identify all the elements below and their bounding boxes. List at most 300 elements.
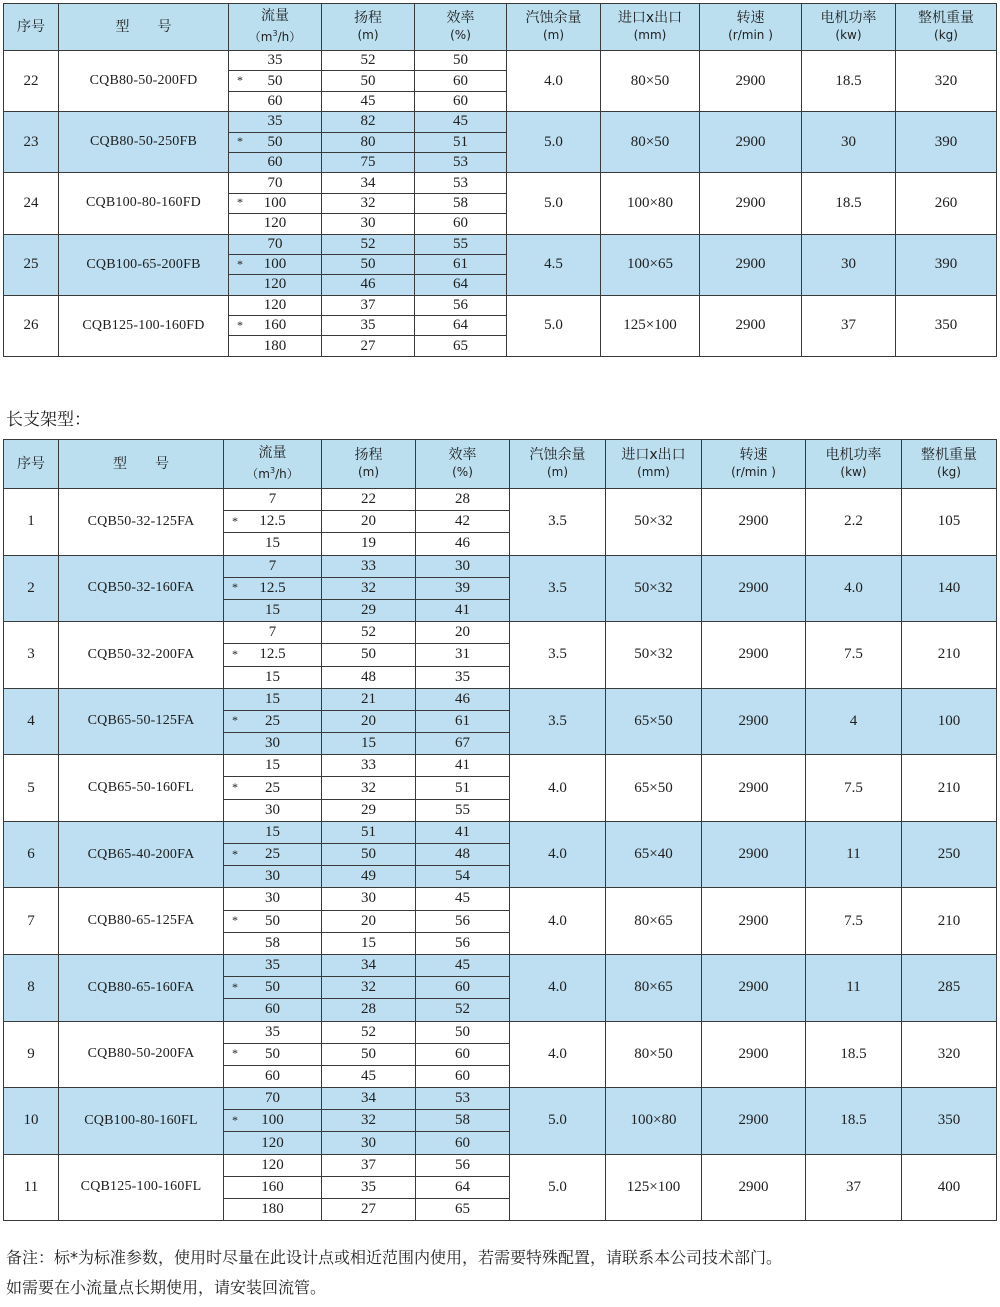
- cell-flow: * 25: [224, 777, 322, 799]
- cell-eff: 64: [415, 275, 507, 295]
- cell-port: 65×50: [606, 688, 702, 755]
- cell-eff: 35: [416, 666, 510, 688]
- cell-head: 32: [322, 977, 416, 999]
- standard-point-mark: *: [232, 1046, 238, 1061]
- cell-flow: * 12.5: [224, 511, 322, 533]
- cell-flow: 120: [224, 1154, 322, 1176]
- cell-eff: 53: [415, 173, 507, 193]
- cell-model: CQB65-40-200FA: [59, 821, 224, 888]
- cell-weight: 140: [902, 555, 997, 622]
- cell-speed: 2900: [702, 555, 806, 622]
- cell-head: 80: [322, 132, 415, 152]
- cell-flow: 7: [224, 489, 322, 511]
- cell-npsh: 4.0: [510, 821, 606, 888]
- cell-npsh: 3.5: [510, 489, 606, 556]
- table-row: [4, 821, 997, 843]
- cell-head: 75: [322, 152, 415, 172]
- cell-flow: 70: [229, 234, 322, 254]
- cell-flow: 15: [224, 533, 322, 555]
- cell-flow: * 100: [229, 193, 322, 213]
- cell-model: CQB100-80-160FL: [59, 1088, 224, 1155]
- cell-no: 1: [4, 489, 59, 556]
- cell-eff: 28: [416, 489, 510, 511]
- cell-head: 20: [322, 511, 416, 533]
- cell-no: 8: [4, 954, 59, 1021]
- cell-npsh: 4.0: [510, 888, 606, 955]
- cell-weight: 210: [902, 622, 997, 689]
- standard-point-mark: *: [232, 780, 238, 795]
- cell-speed: 2900: [702, 1154, 806, 1221]
- table-row: [4, 112, 997, 132]
- cell-power: 7.5: [806, 755, 902, 822]
- cell-weight: 400: [902, 1154, 997, 1221]
- cell-eff: 58: [415, 193, 507, 213]
- cell-head: 37: [322, 1154, 416, 1176]
- cell-flow: * 100: [224, 1110, 322, 1132]
- cell-eff: 61: [415, 254, 507, 274]
- cell-head: 37: [322, 295, 415, 315]
- cell-eff: 45: [415, 112, 507, 132]
- header-power: 电机功率 (kw): [802, 4, 896, 51]
- cell-flow: * 12.5: [224, 644, 322, 666]
- cell-speed: 2900: [702, 954, 806, 1021]
- header-speed: 转速 (r/min ): [702, 440, 806, 489]
- cell-model: CQB80-65-160FA: [59, 954, 224, 1021]
- spec-table-2: [3, 439, 997, 1221]
- cell-head: 34: [322, 173, 415, 193]
- cell-eff: 39: [416, 577, 510, 599]
- cell-head: 50: [322, 254, 415, 274]
- header-model: 型 号: [59, 4, 229, 51]
- cell-head: 15: [322, 932, 416, 954]
- cell-port: 80×50: [601, 51, 700, 112]
- standard-point-mark: *: [232, 979, 238, 994]
- cell-head: 50: [322, 844, 416, 866]
- cell-flow: 30: [224, 866, 322, 888]
- cell-head: 27: [322, 1199, 416, 1221]
- cell-head: 27: [322, 336, 415, 356]
- cell-power: 7.5: [806, 622, 902, 689]
- cell-no: 3: [4, 622, 59, 689]
- cell-eff: 20: [416, 622, 510, 644]
- table-row: [4, 1021, 997, 1043]
- header-eff: 效率 (%): [415, 4, 507, 51]
- cell-no: 22: [4, 51, 59, 112]
- cell-npsh: 4.0: [510, 954, 606, 1021]
- standard-point-mark: *: [237, 134, 243, 149]
- cell-eff: 41: [416, 821, 510, 843]
- cell-eff: 65: [415, 336, 507, 356]
- cell-head: 30: [322, 214, 415, 234]
- header-no: 序号: [4, 4, 59, 51]
- cell-head: 82: [322, 112, 415, 132]
- cell-npsh: 3.5: [510, 622, 606, 689]
- cell-head: 33: [322, 755, 416, 777]
- cell-head: 49: [322, 866, 416, 888]
- cell-speed: 2900: [700, 295, 802, 356]
- cell-flow: 160: [224, 1176, 322, 1198]
- cell-eff: 55: [415, 234, 507, 254]
- cell-head: 33: [322, 555, 416, 577]
- cell-power: 30: [802, 112, 896, 173]
- cell-flow: 60: [229, 91, 322, 111]
- cell-flow: 15: [224, 599, 322, 621]
- header-weight: 整机重量 (kg): [902, 440, 997, 489]
- cell-npsh: 4.0: [510, 1021, 606, 1088]
- cell-weight: 350: [896, 295, 997, 356]
- table-header-row: [4, 4, 997, 51]
- cell-weight: 250: [902, 821, 997, 888]
- cell-head: 52: [322, 622, 416, 644]
- standard-point-mark: *: [232, 713, 238, 728]
- cell-flow: * 50: [229, 71, 322, 91]
- cell-head: 50: [322, 1043, 416, 1065]
- cell-eff: 61: [416, 710, 510, 732]
- note-line-1: 备注：标*为标准参数，使用时尽量在此设计点或相近范围内使用，若需要特殊配置，请联系本公司技术部门。: [6, 1248, 783, 1267]
- cell-port: 50×32: [606, 555, 702, 622]
- cell-eff: 60: [416, 1043, 510, 1065]
- cell-power: 30: [802, 234, 896, 295]
- cell-flow: * 50: [224, 910, 322, 932]
- cell-head: 34: [322, 954, 416, 976]
- cell-head: 45: [322, 91, 415, 111]
- cell-flow: 70: [224, 1088, 322, 1110]
- cell-eff: 53: [416, 1088, 510, 1110]
- cell-head: 15: [322, 733, 416, 755]
- cell-no: 5: [4, 755, 59, 822]
- cell-flow: * 50: [224, 1043, 322, 1065]
- cell-power: 2.2: [806, 489, 902, 556]
- cell-no: 11: [4, 1154, 59, 1221]
- cell-flow: 120: [229, 214, 322, 234]
- cell-head: 32: [322, 777, 416, 799]
- table-row: [4, 888, 997, 910]
- cell-power: 37: [806, 1154, 902, 1221]
- header-flow: 流量 $(m^3/h)$: [224, 440, 322, 489]
- cell-head: 52: [322, 51, 415, 71]
- table-row: [4, 51, 997, 71]
- cell-speed: 2900: [702, 821, 806, 888]
- cell-port: 80×65: [606, 888, 702, 955]
- cell-eff: 48: [416, 844, 510, 866]
- cell-npsh: 5.0: [507, 173, 601, 234]
- table-row: [4, 954, 997, 976]
- cell-eff: 50: [416, 1021, 510, 1043]
- cell-npsh: 5.0: [507, 112, 601, 173]
- table-row: [4, 755, 997, 777]
- cell-no: 26: [4, 295, 59, 356]
- cell-flow: * 50: [229, 132, 322, 152]
- cell-head: 52: [322, 234, 415, 254]
- cell-eff: 56: [416, 932, 510, 954]
- cell-flow: * 50: [224, 977, 322, 999]
- cell-head: 35: [322, 316, 415, 336]
- cell-speed: 2900: [702, 622, 806, 689]
- cell-head: 20: [322, 710, 416, 732]
- cell-flow: 15: [224, 666, 322, 688]
- cell-no: 25: [4, 234, 59, 295]
- cell-eff: 52: [416, 999, 510, 1021]
- cell-power: 11: [806, 954, 902, 1021]
- cell-port: 50×32: [606, 489, 702, 556]
- cell-no: 6: [4, 821, 59, 888]
- cell-power: 4: [806, 688, 902, 755]
- cell-model: CQB100-65-200FB: [59, 234, 229, 295]
- cell-eff: 50: [415, 51, 507, 71]
- cell-model: CQB80-50-250FB: [59, 112, 229, 173]
- cell-power: 11: [806, 821, 902, 888]
- table-row: [4, 1088, 997, 1110]
- cell-weight: 320: [896, 51, 997, 112]
- cell-eff: 56: [416, 910, 510, 932]
- header-head: 扬程 (m): [322, 4, 415, 51]
- header-power: 电机功率 (kw): [806, 440, 902, 489]
- table-row: [4, 489, 997, 511]
- cell-power: 7.5: [806, 888, 902, 955]
- standard-point-mark: *: [237, 256, 243, 271]
- cell-flow: 35: [224, 1021, 322, 1043]
- standard-point-mark: *: [232, 647, 238, 662]
- cell-eff: 51: [416, 777, 510, 799]
- cell-flow: * 160: [229, 316, 322, 336]
- cell-port: 100×65: [601, 234, 700, 295]
- table-row: [4, 688, 997, 710]
- cell-head: 29: [322, 599, 416, 621]
- cell-flow: 30: [224, 888, 322, 910]
- cell-port: 50×32: [606, 622, 702, 689]
- cell-flow: 15: [224, 688, 322, 710]
- cell-head: 51: [322, 821, 416, 843]
- header-model: 型 号: [59, 440, 224, 489]
- cell-model: CQB50-32-125FA: [59, 489, 224, 556]
- cell-flow: * 100: [229, 254, 322, 274]
- header-no: 序号: [4, 440, 59, 489]
- cell-model: CQB80-50-200FD: [59, 51, 229, 112]
- cell-speed: 2900: [700, 173, 802, 234]
- header-port: 进口x出口 (mm): [601, 4, 700, 51]
- cell-head: 32: [322, 577, 416, 599]
- cell-power: 18.5: [802, 173, 896, 234]
- cell-flow: 60: [229, 152, 322, 172]
- cell-weight: 210: [902, 755, 997, 822]
- cell-head: 32: [322, 1110, 416, 1132]
- cell-model: CQB65-50-160FL: [59, 755, 224, 822]
- cell-weight: 350: [902, 1088, 997, 1155]
- cell-flow: 120: [224, 1132, 322, 1154]
- cell-npsh: 5.0: [510, 1154, 606, 1221]
- cell-npsh: 4.0: [507, 51, 601, 112]
- cell-weight: 100: [902, 688, 997, 755]
- cell-power: 37: [802, 295, 896, 356]
- cell-flow: * 12.5: [224, 577, 322, 599]
- cell-eff: 30: [416, 555, 510, 577]
- cell-flow: 60: [224, 999, 322, 1021]
- table-header-row: [4, 440, 997, 489]
- cell-port: 80×50: [601, 112, 700, 173]
- cell-flow: 7: [224, 555, 322, 577]
- cell-power: 18.5: [802, 51, 896, 112]
- cell-speed: 2900: [702, 489, 806, 556]
- cell-eff: 41: [416, 755, 510, 777]
- standard-point-mark: *: [232, 580, 238, 595]
- standard-point-mark: *: [237, 317, 243, 332]
- notes: [6, 1243, 996, 1303]
- standard-point-mark: *: [232, 513, 238, 528]
- header-npsh: 汽蚀余量 (m): [507, 4, 601, 51]
- spec-table-1: [3, 3, 997, 357]
- cell-port: 100×80: [606, 1088, 702, 1155]
- standard-point-mark: *: [237, 73, 243, 88]
- cell-head: 50: [322, 644, 416, 666]
- cell-flow: * 25: [224, 844, 322, 866]
- cell-no: 7: [4, 888, 59, 955]
- cell-power: 4.0: [806, 555, 902, 622]
- cell-eff: 60: [416, 977, 510, 999]
- cell-eff: 60: [415, 91, 507, 111]
- cell-no: 10: [4, 1088, 59, 1155]
- cell-flow: 35: [224, 954, 322, 976]
- cell-flow: 180: [229, 336, 322, 356]
- cell-model: CQB80-50-200FA: [59, 1021, 224, 1088]
- cell-no: 23: [4, 112, 59, 173]
- cell-weight: 105: [902, 489, 997, 556]
- cell-eff: 58: [416, 1110, 510, 1132]
- cell-head: 20: [322, 910, 416, 932]
- cell-flow: 15: [224, 821, 322, 843]
- cell-head: 45: [322, 1065, 416, 1087]
- cell-flow: 35: [229, 51, 322, 71]
- cell-model: CQB65-50-125FA: [59, 688, 224, 755]
- cell-npsh: 4.5: [507, 234, 601, 295]
- cell-head: 28: [322, 999, 416, 1021]
- cell-head: 19: [322, 533, 416, 555]
- cell-model: CQB100-80-160FD: [59, 173, 229, 234]
- cell-eff: 45: [416, 888, 510, 910]
- cell-eff: 53: [415, 152, 507, 172]
- cell-head: 52: [322, 1021, 416, 1043]
- cell-port: 125×100: [601, 295, 700, 356]
- table-row: [4, 1154, 997, 1176]
- cell-flow: 15: [224, 755, 322, 777]
- cell-speed: 2900: [700, 51, 802, 112]
- cell-head: 50: [322, 71, 415, 91]
- cell-port: 80×65: [606, 954, 702, 1021]
- table-row: [4, 295, 997, 315]
- cell-flow: 120: [229, 295, 322, 315]
- cell-flow: 70: [229, 173, 322, 193]
- cell-eff: 31: [416, 644, 510, 666]
- cell-eff: 54: [416, 866, 510, 888]
- cell-npsh: 5.0: [510, 1088, 606, 1155]
- cell-port: 100×80: [601, 173, 700, 234]
- cell-port: 65×50: [606, 755, 702, 822]
- cell-weight: 285: [902, 954, 997, 1021]
- cell-eff: 45: [416, 954, 510, 976]
- cell-head: 34: [322, 1088, 416, 1110]
- cell-no: 2: [4, 555, 59, 622]
- header-head: 扬程 (m): [322, 440, 416, 489]
- cell-eff: 60: [415, 71, 507, 91]
- cell-flow: * 25: [224, 710, 322, 732]
- cell-model: CQB125-100-160FL: [59, 1154, 224, 1221]
- cell-model: CQB50-32-200FA: [59, 622, 224, 689]
- cell-no: 4: [4, 688, 59, 755]
- cell-flow: 30: [224, 733, 322, 755]
- cell-head: 48: [322, 666, 416, 688]
- header-speed: 转速 (r/min ): [700, 4, 802, 51]
- cell-model: CQB80-65-125FA: [59, 888, 224, 955]
- cell-head: 21: [322, 688, 416, 710]
- header-flow: 流量 $(m^3/h)$: [229, 4, 322, 51]
- table-row: [4, 622, 997, 644]
- cell-port: 80×50: [606, 1021, 702, 1088]
- header-weight: 整机重量 (kg): [896, 4, 997, 51]
- cell-eff: 56: [415, 295, 507, 315]
- table-row: [4, 234, 997, 254]
- table-row: [4, 555, 997, 577]
- cell-flow: 35: [229, 112, 322, 132]
- cell-eff: 56: [416, 1154, 510, 1176]
- cell-flow: 58: [224, 932, 322, 954]
- cell-weight: 210: [902, 888, 997, 955]
- standard-point-mark: *: [232, 1113, 238, 1128]
- cell-speed: 2900: [702, 1021, 806, 1088]
- cell-eff: 41: [416, 599, 510, 621]
- cell-npsh: 3.5: [510, 688, 606, 755]
- cell-eff: 64: [415, 316, 507, 336]
- standard-point-mark: *: [237, 195, 243, 210]
- cell-eff: 51: [415, 132, 507, 152]
- cell-speed: 2900: [702, 1088, 806, 1155]
- cell-speed: 2900: [702, 888, 806, 955]
- cell-model: CQB50-32-160FA: [59, 555, 224, 622]
- cell-speed: 2900: [702, 755, 806, 822]
- cell-no: 24: [4, 173, 59, 234]
- standard-point-mark: *: [232, 913, 238, 928]
- cell-power: 18.5: [806, 1088, 902, 1155]
- cell-port: 65×40: [606, 821, 702, 888]
- cell-port: 125×100: [606, 1154, 702, 1221]
- cell-weight: 320: [902, 1021, 997, 1088]
- cell-head: 46: [322, 275, 415, 295]
- cell-eff: 64: [416, 1176, 510, 1198]
- cell-head: 30: [322, 1132, 416, 1154]
- cell-flow: 30: [224, 799, 322, 821]
- cell-head: 30: [322, 888, 416, 910]
- cell-power: 18.5: [806, 1021, 902, 1088]
- cell-model: CQB125-100-160FD: [59, 295, 229, 356]
- cell-weight: 390: [896, 112, 997, 173]
- cell-head: 29: [322, 799, 416, 821]
- cell-weight: 260: [896, 173, 997, 234]
- cell-speed: 2900: [702, 688, 806, 755]
- cell-eff: 60: [415, 214, 507, 234]
- cell-npsh: 4.0: [510, 755, 606, 822]
- cell-speed: 2900: [700, 234, 802, 295]
- cell-eff: 60: [416, 1132, 510, 1154]
- standard-point-mark: *: [232, 846, 238, 861]
- header-eff: 效率 (%): [416, 440, 510, 489]
- cell-eff: 67: [416, 733, 510, 755]
- section-title-long-bracket: 长支架型：: [6, 410, 91, 430]
- cell-no: 9: [4, 1021, 59, 1088]
- cell-weight: 390: [896, 234, 997, 295]
- cell-flow: 180: [224, 1199, 322, 1221]
- cell-flow: 7: [224, 622, 322, 644]
- cell-eff: 60: [416, 1065, 510, 1087]
- cell-flow: 120: [229, 275, 322, 295]
- table-row: [4, 173, 997, 193]
